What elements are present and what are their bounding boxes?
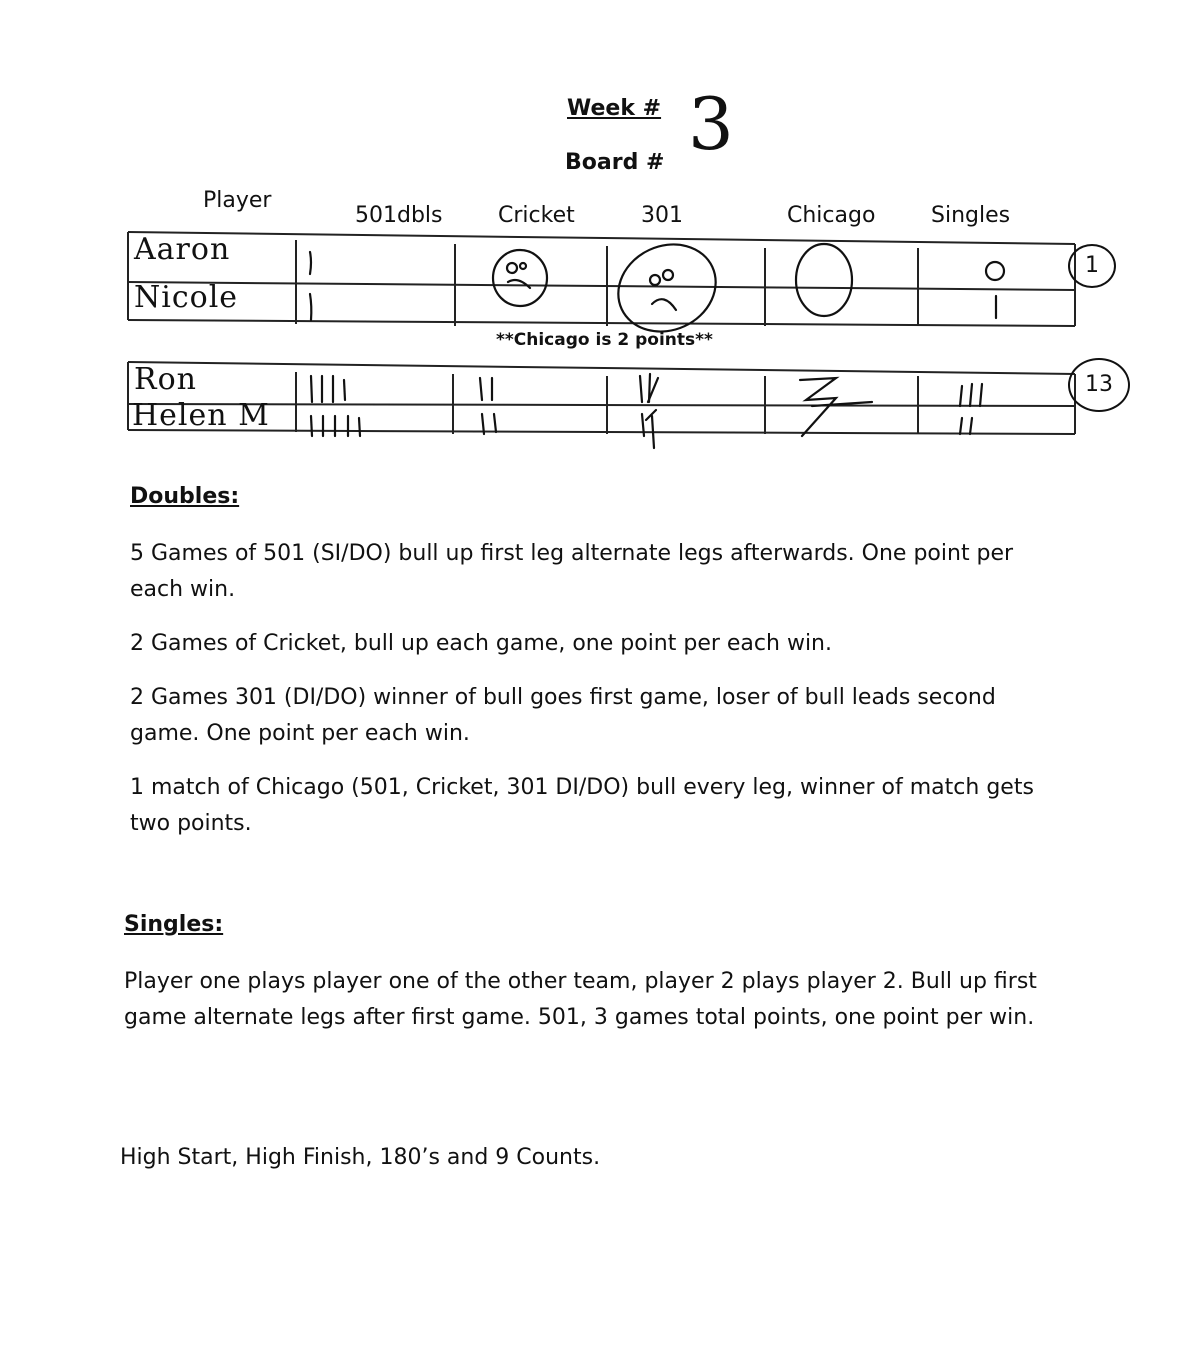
team2-player1-name: Ron	[134, 362, 197, 397]
team1-total: 1	[1085, 253, 1099, 278]
footer-text: High Start, High Finish, 180’s and 9 Counts.	[120, 1145, 601, 1170]
team2-total: 13	[1085, 372, 1113, 397]
doubles-title: Doubles:	[130, 484, 240, 509]
column-player: Player	[203, 188, 272, 213]
column-501dbls: 501dbls	[355, 203, 443, 228]
column-cricket: Cricket	[498, 203, 575, 228]
chicago-points-note: **Chicago is 2 points**	[496, 330, 713, 350]
week-value-handwritten: 3	[688, 82, 735, 166]
column-301: 301	[641, 203, 683, 228]
column-singles: Singles	[931, 203, 1011, 228]
team1-total-circle	[1068, 244, 1116, 288]
doubles-rule-cricket: 2 Games of Cricket, bull up each game, one point per each win.	[130, 631, 832, 656]
team1-player2-name: Nicole	[134, 280, 239, 315]
board-label: Board #	[565, 150, 665, 175]
team2-marks	[311, 374, 982, 448]
team1-player1-name: Aaron	[134, 232, 231, 267]
singles-rule: Player one plays player one of the other team, player 2 plays player 2. Bull up first game alternate legs after first game. 501, 3 games total points, one point per win.	[124, 969, 1037, 1030]
column-chicago: Chicago	[787, 203, 876, 228]
doubles-rule-chicago: 1 match of Chicago (501, Cricket, 301 DI/DO) bull every leg, winner of match gets two points.	[130, 775, 1034, 836]
team2-total-circle	[1068, 358, 1130, 412]
week-label: Week #	[567, 96, 662, 121]
doubles-rule-301: 2 Games 301 (DI/DO) winner of bull goes first game, loser of bull leads second game. One point per each win.	[130, 685, 996, 746]
team2-player2-name: Helen M	[132, 398, 270, 433]
singles-title: Singles:	[124, 912, 224, 937]
doubles-rule-501: 5 Games of 501 (SI/DO) bull up first leg alternate legs afterwards. One point per each win.	[130, 541, 1014, 602]
